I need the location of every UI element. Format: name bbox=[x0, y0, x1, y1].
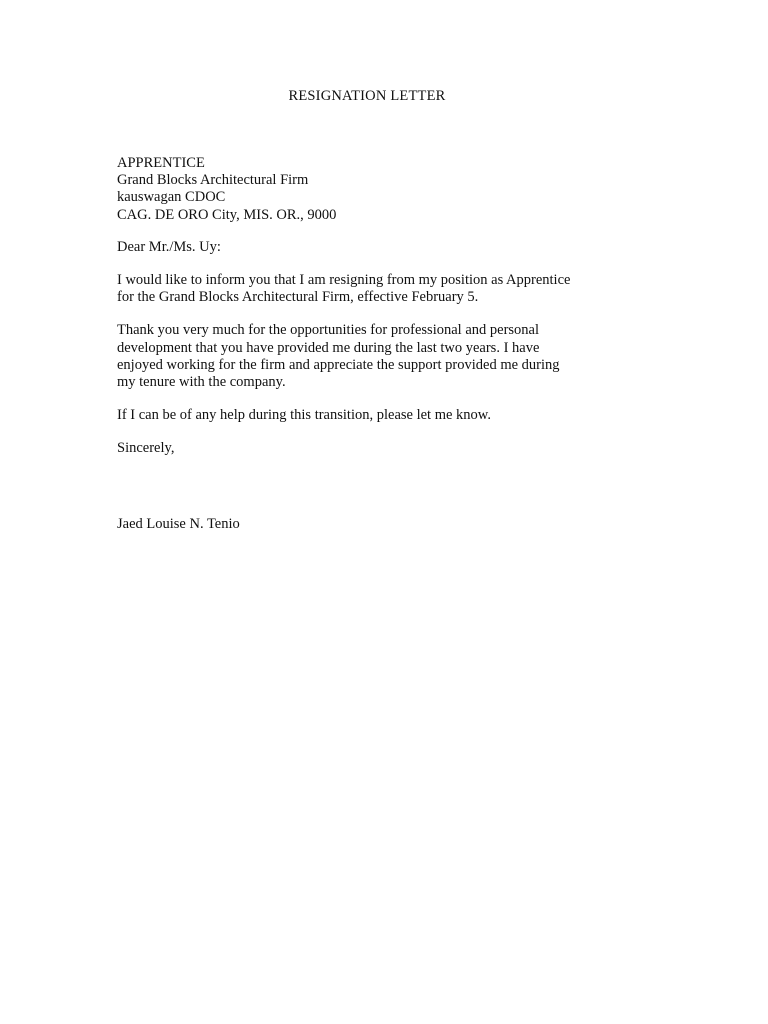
paragraph-line: I would like to inform you that I am resigning from my position as Apprentice bbox=[117, 272, 571, 289]
recipient-line-position: APPRENTICE bbox=[117, 155, 205, 171]
paragraph-line: my tenure with the company. bbox=[117, 374, 286, 391]
paragraph-line: development that you have provided me during the last two years. I have bbox=[117, 339, 540, 356]
letter-body bbox=[117, 155, 677, 533]
paragraph-line: for the Grand Blocks Architectural Firm, effective February 5. bbox=[117, 289, 479, 306]
closing: Sincerely, bbox=[117, 440, 175, 457]
paragraph-line: If I can be of any help during this transition, please let me know. bbox=[117, 407, 491, 424]
paragraph-resignation bbox=[117, 272, 677, 306]
greeting: Dear Mr./Ms. Uy: bbox=[117, 238, 221, 255]
paragraph-line: Thank you very much for the opportunities for professional and personal bbox=[117, 322, 540, 339]
letter-title: RESIGNATION LETTER bbox=[288, 88, 446, 104]
paragraph-transition bbox=[117, 407, 677, 424]
recipient-line-company: Grand Blocks Architectural Firm bbox=[117, 172, 309, 189]
recipient-address bbox=[117, 155, 677, 224]
signature-name: Jaed Louise N. Tenio bbox=[117, 515, 240, 532]
recipient-line-city: CAG. DE ORO City, MIS. OR., 9000 bbox=[117, 206, 337, 223]
paragraph-thanks bbox=[117, 322, 677, 391]
paragraph-line: enjoyed working for the firm and appreciate the support provided me during bbox=[117, 356, 560, 373]
recipient-line-street: kauswagan CDOC bbox=[117, 189, 226, 206]
